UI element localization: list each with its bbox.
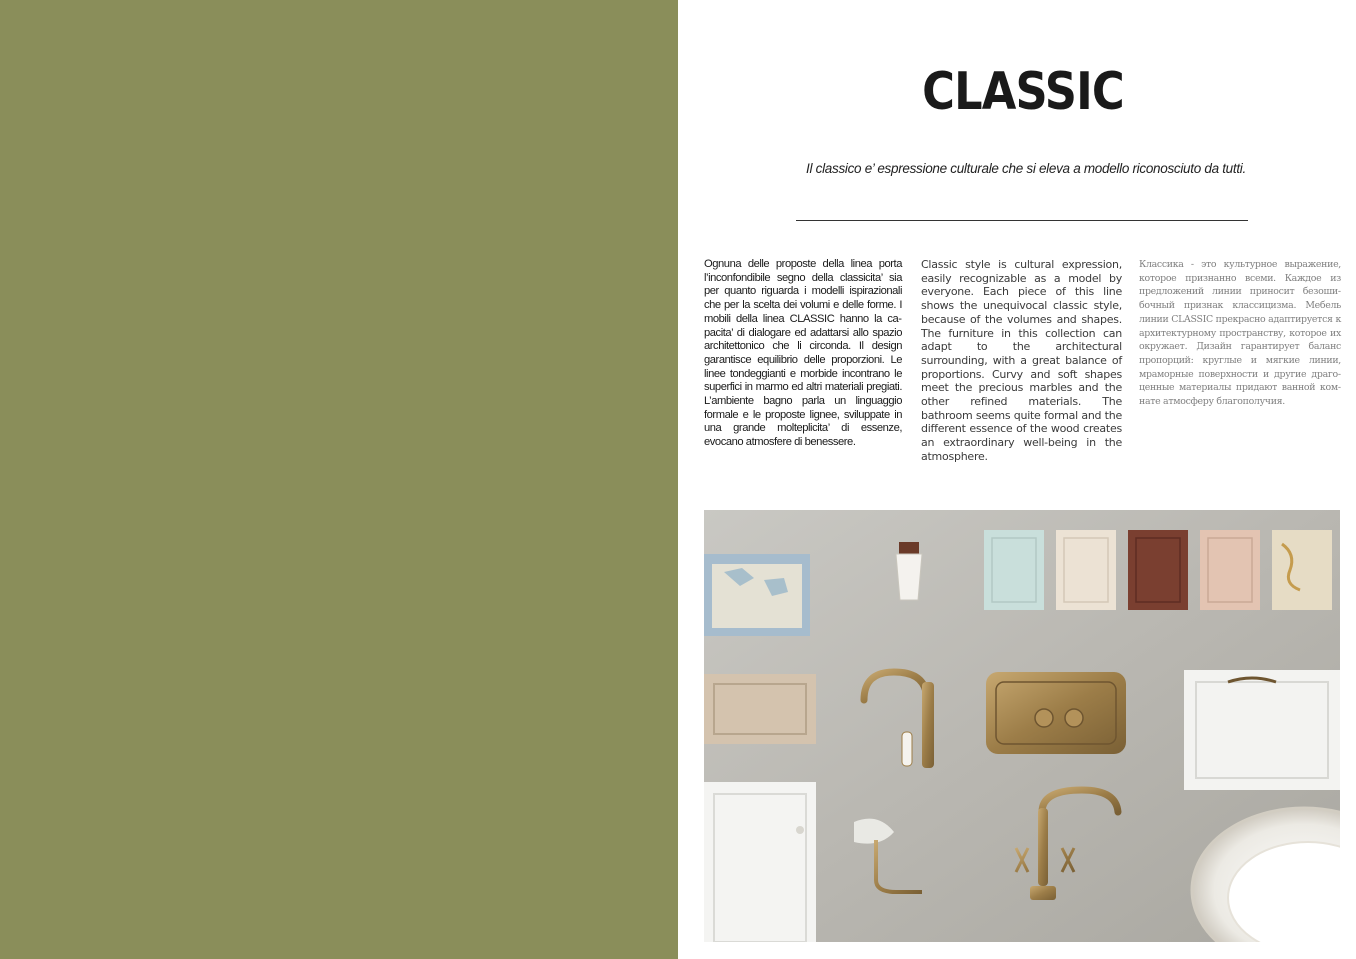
text-column-english: Classic style is cultural expression, easily recognizable as a model by everyone. Each piece of this line shows the unequivocal classic style, because of the volumes and shapes. The furniture in this collection can adapt to the architectural surrounding, with a great balance of proportions. Curvy and soft shapes meet the precious marbles and the other refined materials. The bathroom seems quite formal and the different essence of the wood creates an extraordinary well-being in the atmosphere. bbox=[921, 258, 1122, 463]
page-title: CLASSIC bbox=[922, 62, 1124, 122]
page-subtitle: Il classico e’ espressione culturale che si eleva a modello riconosciuto da tutti. bbox=[806, 161, 1246, 176]
divider-line bbox=[796, 220, 1248, 221]
text-column-russian: Классика - это культурное выражение, которое признанно всеми. Каждое из предложений линии приносит безошибочный признак классицизма. Мебель линии CLASSIC прекрасно адаптируется к архитектурному пространству, которое их окружает. Дизайн гарантирует баланс пропорций: круглые и мягкие линии, мраморные поверхности и другие драгоценные материалы придают ванной комнате атмосферу благополучия. bbox=[1139, 259, 1341, 408]
catalog-page bbox=[678, 0, 1356, 959]
text-column-italian: Ognuna delle proposte della linea porta l’inconfondibile segno della classicita’ sia per quanto riguarda i modelli ispirazionali che per la scelta dei volumi e delle forme. I mobili della linea CLASSIC hanno la capacita’ di dialogare ed adattarsi allo spazio architettonico che li circonda. Il design garantisce equilibrio delle proporzioni. Le linee tondeggianti e morbide incontrano le superfici in marmo ed altri materiali pregiati. L’ambiente bagno parla un linguaggio formale e le proposte lignee, sviluppate in una grande molteplicita’ di essenze, evocano atmosfere di benessere. bbox=[704, 258, 902, 449]
finish-samples bbox=[984, 530, 1332, 610]
product-collage-photo bbox=[704, 510, 1340, 942]
